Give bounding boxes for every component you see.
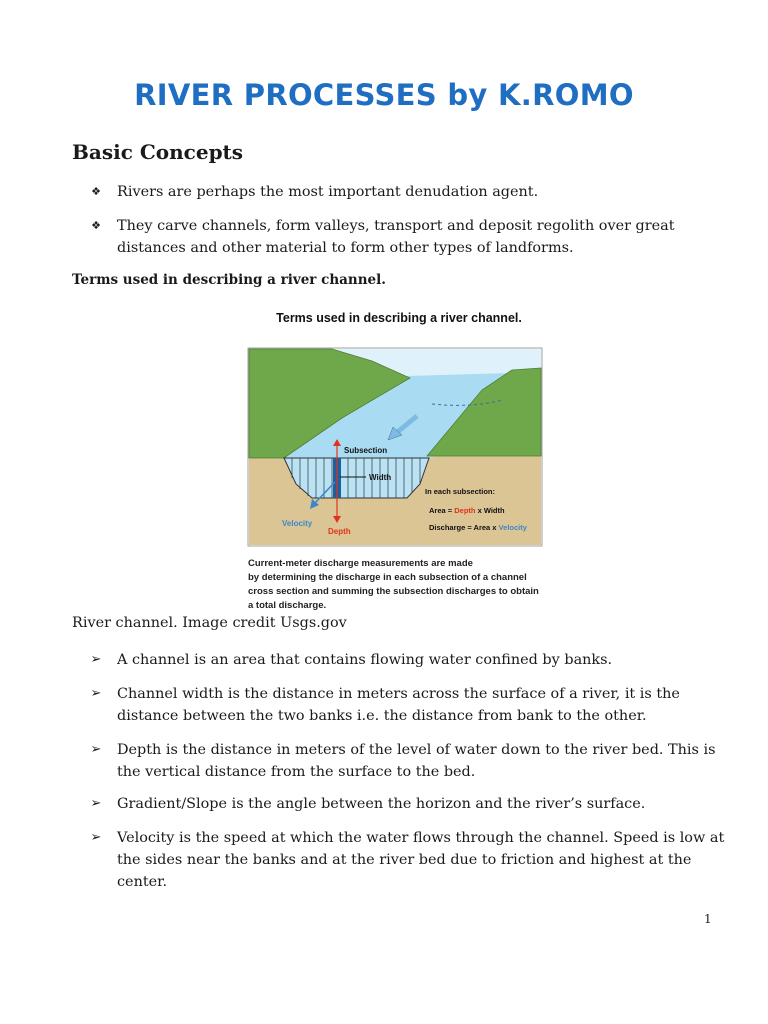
- term-bullet-text: Depth is the distance in meters of the level of water down to the river bed. This is the vertical distance from the surface to the bed.: [117, 742, 716, 780]
- arrow-bullet-icon: ➢: [90, 652, 102, 667]
- intro-bullet-2: [91, 215, 727, 259]
- term-bullet-text: Gradient/Slope is the angle between the horizon and the river’s surface.: [117, 796, 646, 812]
- note-heading: In each subsection:: [425, 487, 496, 496]
- label-depth: Depth: [328, 527, 351, 536]
- term-bullet-text: Channel width is the distance in meters across the surface of a river, it is the distance between the two banks i.e. the distance from bank to the other.: [117, 686, 680, 724]
- channel-cross-section: [284, 458, 429, 498]
- river-channel-figure: [232, 306, 566, 614]
- subheading: Terms used in describing a river channel.: [72, 272, 386, 288]
- section-heading: Basic Concepts: [72, 140, 244, 164]
- term-bullet-text: A channel is an area that contains flowing water confined by banks.: [117, 652, 613, 668]
- area-formula: Area = Depth x Width: [429, 506, 505, 515]
- arrow-bullet-icon: ➢: [90, 796, 102, 811]
- figure-caption-line-4: a total discharge.: [248, 600, 327, 611]
- page-title: RIVER PROCESSES by K.ROMO: [134, 78, 634, 112]
- arrow-bullet-icon: ➢: [90, 742, 102, 757]
- term-bullet-3: [90, 739, 727, 783]
- label-width: Width: [369, 473, 392, 482]
- page-number: 1: [704, 912, 712, 926]
- arrow-bullet-icon: ➢: [90, 686, 102, 701]
- diamond-bullet-icon: ❖: [91, 185, 101, 198]
- discharge-formula: Discharge = Area x Velocity: [429, 523, 527, 532]
- figure-title: Terms used in describing a river channel.: [276, 311, 522, 325]
- term-bullet-5: [90, 827, 727, 893]
- term-bullet-4: [90, 793, 727, 815]
- intro-bullet-1: [91, 181, 727, 203]
- river-channel-diagram: [232, 306, 566, 614]
- intro-bullet-text: They carve channels, form valleys, transport and deposit regolith over great distances and other material to form other types of landforms.: [117, 218, 675, 256]
- figure-caption-line-3: cross section and summing the subsection discharges to obtain: [248, 586, 539, 597]
- arrow-bullet-icon: ➢: [90, 830, 102, 845]
- term-bullet-text: Velocity is the speed at which the water flows through the channel. Speed is low at the sides near the banks and at the river bed due to friction and highest at the center.: [117, 830, 725, 890]
- label-velocity: Velocity: [282, 519, 313, 528]
- term-bullet-1: [90, 649, 727, 671]
- label-subsection: Subsection: [344, 446, 388, 455]
- figure-caption-line-1: Current-meter discharge measurements are made: [248, 558, 473, 569]
- figure-caption-line-2: by determining the discharge in each subsection of a channel: [248, 572, 527, 583]
- intro-bullet-text: Rivers are perhaps the most important denudation agent.: [117, 184, 539, 200]
- image-caption: River channel. Image credit Usgs.gov: [72, 615, 347, 631]
- term-bullet-2: [90, 683, 727, 727]
- diamond-bullet-icon: ❖: [91, 219, 101, 232]
